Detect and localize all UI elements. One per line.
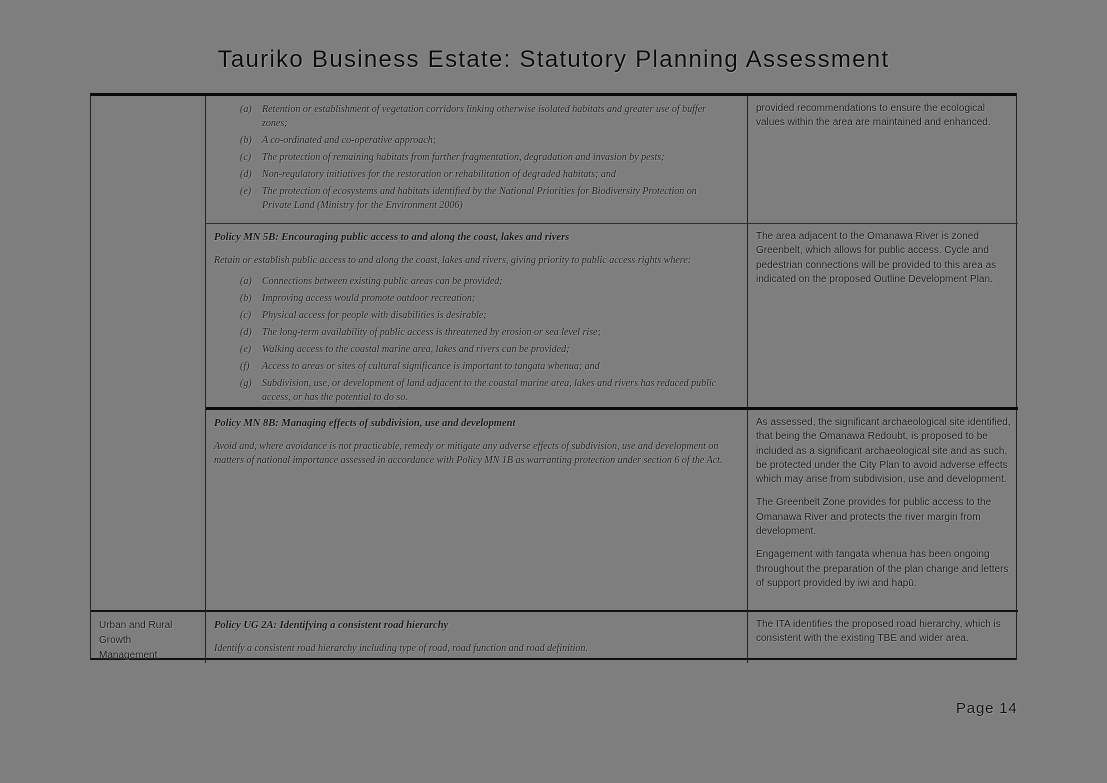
policy-cell: [206, 96, 748, 223]
list-item: [214, 326, 733, 340]
list-item: [214, 360, 733, 374]
list-item-text: A co-ordinated and co-operative approach;: [262, 135, 437, 146]
policy-cell: [206, 223, 748, 407]
list-item: [214, 377, 733, 405]
list-item: [214, 151, 733, 165]
assessment-paragraph: As assessed, the significant archaeological site identified, that being the Omanawa Redoubt, is proposed to be included as a significant archaeological site and as such, be protected under the City Plan to avoid adverse effects which may arise from subdivision, use and development.: [756, 417, 1011, 486]
list-item-label: (g): [240, 377, 252, 389]
policy-table: [90, 93, 1017, 660]
policy-heading: Policy UG 2A: Identifying a consistent road hierarchy: [214, 620, 449, 631]
list-item-label: (b): [240, 135, 252, 146]
list-item: [214, 343, 733, 357]
policy-intro: Avoid and, where avoidance is not practicable, remedy or mitigate any adverse effects of subdivision, use and development on matters of national importance assessed in accordance with Policy MN 1B as warranting protection under section 6 of the Act.: [214, 440, 723, 466]
page-number: Page 14: [956, 700, 1018, 717]
assessment-cell: [748, 96, 1018, 223]
list-item-text: Improving access would promote outdoor recreation;: [262, 292, 476, 304]
category-empty-cell: [91, 96, 206, 610]
assessment-paragraph: The Greenbelt Zone provides for public access to the Omanawa River and protects the river margin from development.: [756, 497, 992, 538]
list-item-label: (c): [240, 152, 252, 163]
list-item-label: (d): [240, 169, 252, 180]
list-item-text: The long-term availability of public access is threatened by erosion or sea level rise;: [262, 326, 601, 338]
assessment-cell: [748, 407, 1018, 610]
assessment-cell: [748, 223, 1018, 407]
list-item-text: Non-regulatory initiatives for the restoration or rehabilitation of degraded habitats; and: [262, 169, 616, 180]
list-item-text: Physical access for people with disabilities is desirable;: [262, 309, 487, 321]
assessment-cell: [748, 610, 1018, 663]
list-item: [214, 185, 733, 213]
list-item-text: Retention or establishment of vegetation corridors linking otherwise isolated habitats and greater use of buffer zones;: [262, 104, 707, 129]
policy-intro: Identify a consistent road hierarchy including type of road, road function and road definition.: [214, 642, 588, 654]
page-title: Tauriko Business Estate: Statutory Planning Assessment: [217, 46, 890, 73]
policy-cell: [206, 610, 748, 663]
policy-cell: [206, 407, 748, 610]
list-item-label: (a): [240, 275, 252, 287]
list-item: [214, 292, 733, 306]
list-item: [214, 309, 733, 323]
list-item: [214, 275, 733, 289]
list-item: [214, 103, 733, 131]
list-item-label: (f): [240, 360, 250, 372]
policy-heading: Policy MN 8B: Managing effects of subdivision, use and development: [214, 418, 516, 429]
list-item-text: Subdivision, use, or development of land adjacent to the coastal marine area, lakes and rivers has reduced public access, or has the potential to do so.: [262, 377, 717, 403]
list-item-label: (e): [240, 186, 252, 197]
list-item-label: (b): [240, 292, 252, 304]
list-item-text: The protection of remaining habitats from further fragmentation, degradation and invasion by pests;: [262, 152, 665, 163]
assessment-paragraph: provided recommendations to ensure the ecological values within the area are maintained and enhanced.: [756, 103, 991, 129]
policy-list: [214, 103, 733, 213]
list-item: [214, 168, 733, 182]
list-item-text: Connections between existing public areas can be provided;: [262, 275, 503, 287]
list-item-label: (c): [240, 309, 252, 321]
list-item-label: (e): [240, 343, 252, 355]
category-label: Urban and Rural Growth Management: [99, 620, 173, 661]
policy-heading: Policy MN 5B: Encouraging public access to and along the coast, lakes and rivers: [214, 232, 570, 243]
assessment-paragraph: The ITA identifies the proposed road hierarchy, which is consistent with the existing TBE and wider area.: [756, 619, 1001, 645]
list-item-text: Walking access to the coastal marine area, lakes and rivers can be provided;: [262, 343, 570, 355]
policy-list: [214, 275, 733, 405]
category-cell: [91, 610, 206, 663]
assessment-paragraph: Engagement with tangata whenua has been ongoing throughout the preparation of the plan change and letters of support provided by iwi and hapū.: [756, 549, 1009, 589]
policy-intro: Retain or establish public access to and along the coast, lakes and rivers, giving priority to public access rights where:: [214, 254, 692, 266]
list-item: [214, 134, 733, 148]
list-item-label: (a): [240, 104, 252, 115]
list-item-text: Access to areas or sites of cultural significance is important to tangata whenua; and: [262, 360, 600, 372]
list-item-label: (d): [240, 326, 252, 338]
list-item-text: The protection of ecosystems and habitats identified by the National Priorities for Biodiversity Protection on Private Land (Ministry for the Environment 2006): [262, 186, 697, 211]
assessment-paragraph: The area adjacent to the Omanawa River is zoned Greenbelt, which allows for public access. Cycle and pedestrian connections will be provided to this area as indicated on the proposed Outline Development Plan.: [756, 231, 997, 285]
